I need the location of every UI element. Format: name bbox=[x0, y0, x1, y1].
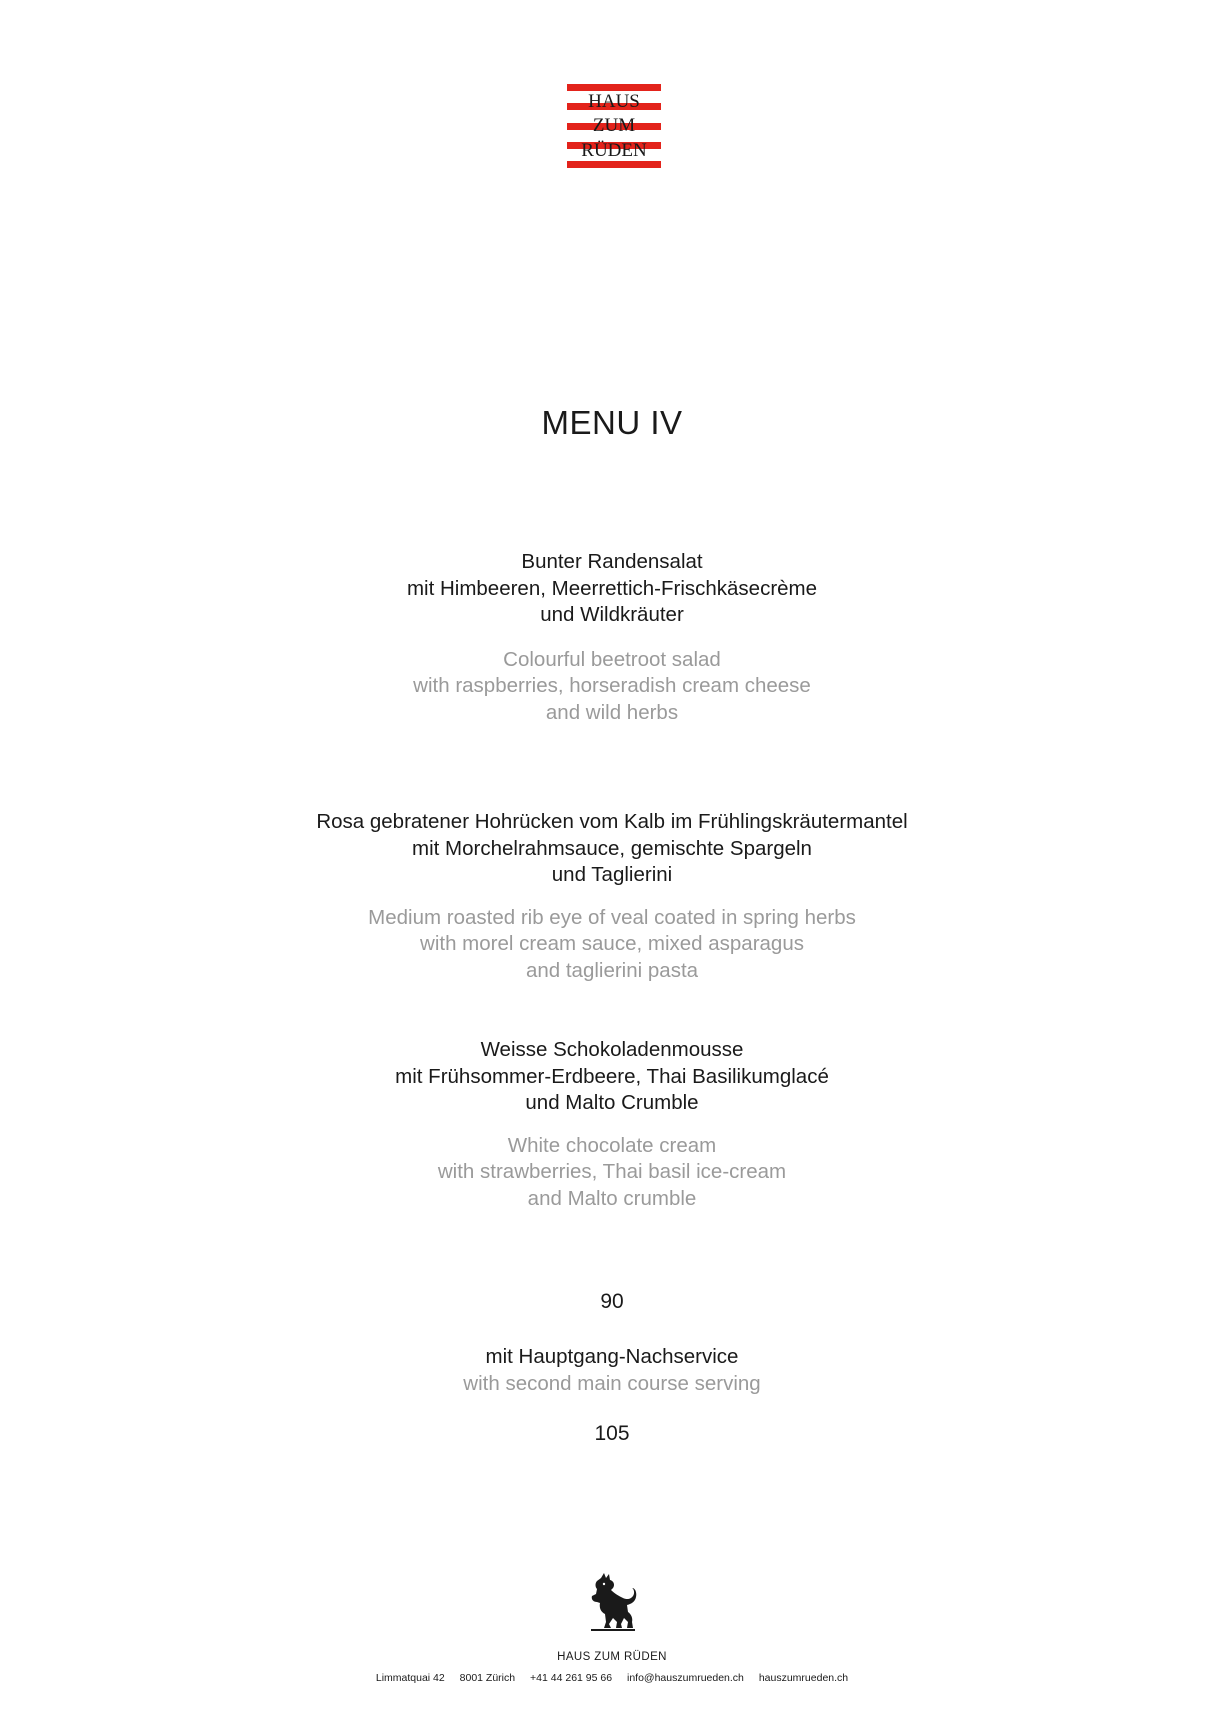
course-dessert bbox=[0, 1037, 1224, 1212]
course-german-line: mit Morchelrahmsauce, gemischte Spargeln bbox=[412, 836, 812, 860]
footer-phone[interactable]: +41 44 261 95 66 bbox=[530, 1672, 613, 1684]
course-german-description bbox=[0, 1037, 1224, 1117]
footer-email[interactable]: info@hauszumrueden.ch bbox=[627, 1672, 744, 1684]
second-main-course-option bbox=[0, 1344, 1224, 1397]
restaurant-logo bbox=[567, 84, 661, 168]
course-english-description bbox=[0, 647, 1224, 727]
logo-stripe bbox=[567, 84, 661, 91]
second-main-course-price: 105 bbox=[594, 1422, 630, 1445]
course-english-line: Medium roasted rib eye of veal coated in spring herbs bbox=[368, 905, 856, 929]
extra-german-line: mit Hauptgang-Nachservice bbox=[485, 1345, 739, 1368]
course-german-line: mit Himbeeren, Meerrettich-Frischkäsecrème bbox=[406, 576, 818, 600]
course-english-line: Colourful beetroot salad bbox=[503, 647, 721, 671]
logo-text-line: RÜDEN bbox=[581, 140, 647, 161]
logo-text-line: HAUS bbox=[588, 91, 640, 112]
footer-contact-line bbox=[0, 1672, 1224, 1684]
logo-stripe bbox=[567, 161, 661, 168]
footer-address: Limmatquai 42 bbox=[375, 1672, 445, 1684]
course-german-description bbox=[0, 549, 1224, 629]
menu-title: MENU IV bbox=[541, 404, 683, 441]
course-english-line: White chocolate cream bbox=[507, 1133, 717, 1157]
course-german-line: Bunter Randensalat bbox=[521, 550, 703, 573]
course-english-line: and Malto crumble bbox=[527, 1186, 697, 1210]
course-english-line: and wild herbs bbox=[545, 700, 679, 724]
course-german-line: mit Frühsommer-Erdbeere, Thai Basilikumglacé bbox=[395, 1064, 829, 1088]
menu-price: 90 bbox=[600, 1290, 624, 1313]
dog-emblem-icon bbox=[587, 1572, 639, 1632]
course-german-line: Weisse Schokoladenmousse bbox=[480, 1038, 744, 1061]
logo-svg bbox=[567, 84, 661, 168]
logo-text-line: ZUM bbox=[592, 115, 636, 136]
course-german-line: und Wildkräuter bbox=[540, 603, 684, 626]
course-english-line: with raspberries, horseradish cream cheese bbox=[413, 674, 811, 697]
footer-city: 8001 Zürich bbox=[459, 1672, 516, 1684]
course-english-line: and taglierini pasta bbox=[525, 958, 699, 982]
footer-website[interactable]: hauszumrueden.ch bbox=[758, 1672, 849, 1684]
course-english-line: with morel cream sauce, mixed asparagus bbox=[420, 932, 804, 955]
course-german-line: und Malto Crumble bbox=[525, 1091, 699, 1114]
course-starter bbox=[0, 549, 1224, 726]
course-german-line: Rosa gebratener Hohrücken vom Kalb im Frühlingskräutermantel bbox=[316, 810, 908, 833]
dog-emblem-svg bbox=[587, 1572, 639, 1632]
course-german-line: und Taglierini bbox=[551, 863, 673, 886]
course-german-description bbox=[0, 809, 1224, 889]
course-english-description bbox=[0, 1133, 1224, 1213]
course-main bbox=[0, 809, 1224, 984]
course-english-description bbox=[0, 905, 1224, 985]
course-english-line: with strawberries, Thai basil ice-cream bbox=[437, 1160, 787, 1183]
footer-restaurant-name: HAUS ZUM RÜDEN bbox=[557, 1651, 667, 1663]
extra-english-line: with second main course serving bbox=[463, 1371, 761, 1395]
